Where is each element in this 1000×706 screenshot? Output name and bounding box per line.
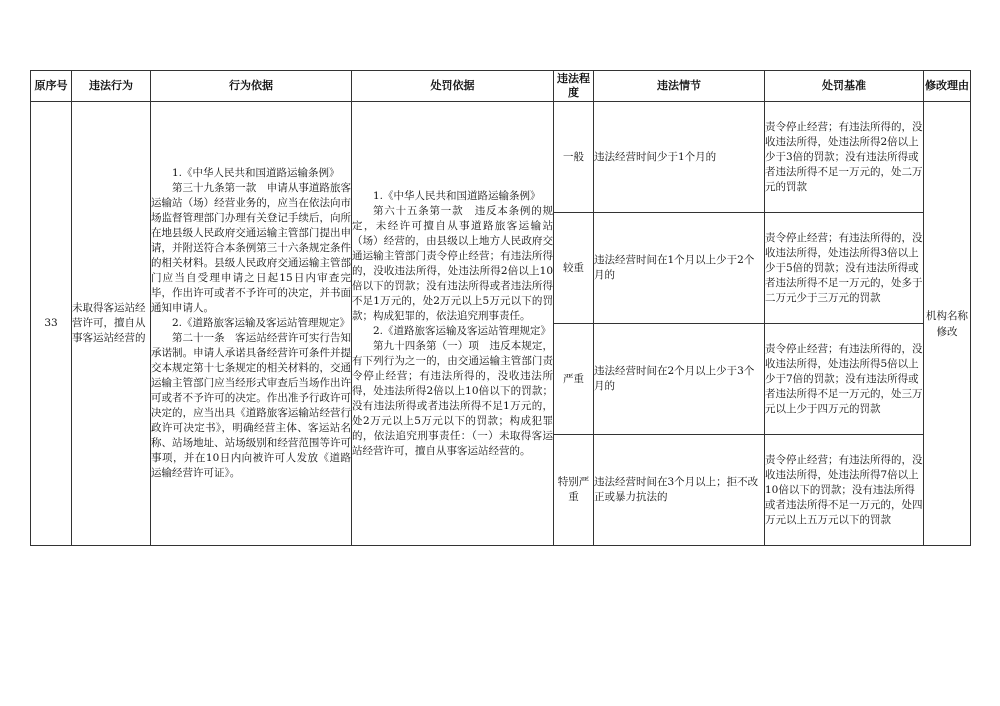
penalty-basis-para: 第六十五条第一款 违反本条例的规定，未经许可擅自从事道路旅客运输站（场）经营的，由县级以上地方人民政府交通运输主管部门责令停止经营；有违法所得的，没收违法所得，处违法所得2倍以上10倍以下的罚款；没有违法所得或者违法所得不足1万元的，处2万元以上5万元以下的罚款；构成犯罪的，依法追究刑事责任。 [352, 204, 553, 322]
header-row [31, 71, 971, 102]
level-degree: 特别严重 [554, 435, 594, 546]
header-circumstance: 违法情节 [594, 71, 765, 102]
level-circumstance: 违法经营时间少于1个月的 [594, 102, 765, 213]
penalty-basis-para: 1.《中华人民共和国道路运输条例》 [373, 189, 541, 202]
level-standard: 责令停止经营；有违法所得的，没收违法所得，处违法所得5倍以上少于7倍的罚款；没有违法所得或者违法所得不足一万元的，处三万元以上少于四万元的罚款 [765, 324, 924, 435]
level-circumstance: 违法经营时间在2个月以上少于3个月的 [594, 324, 765, 435]
header-act: 违法行为 [72, 71, 151, 102]
header-degree: 违法程度 [554, 71, 594, 102]
level-degree: 较重 [554, 213, 594, 324]
level-standard: 责令停止经营；有违法所得的，没收违法所得，处违法所得3倍以上少于5倍的罚款；没有违法所得或者违法所得不足一万元的，处多于二万元少于三万元的罚款 [765, 213, 924, 324]
header-reason: 修改理由 [924, 71, 971, 102]
basis-para: 1.《中华人民共和国道路运输条例》 [172, 167, 340, 179]
penalty-standard-table [30, 70, 971, 546]
level-degree: 一般 [554, 102, 594, 213]
row-reason: 机构名称修改 [924, 102, 971, 546]
header-basis: 行为依据 [151, 71, 352, 102]
table-row [31, 102, 971, 213]
basis-para: 第二十一条 客运站经营许可实行告知承诺制。申请人承诺具备经营许可条件并提交本规定第十七条规定的相关材料的，交通运输主管部门应当经形式审查后当场作出许可或者不予许可的决定。作出准予行政许可决定的，应当出具《道路旅客运输站经营行政许可决定书》，明确经营主体、客运站名称、站场地址、站场级别和经营范围等许可事项，并在10日内向被许可人发放《道路运输经营许可证》。 [151, 332, 351, 479]
header-standard: 处罚基准 [765, 71, 924, 102]
header-num: 原序号 [31, 71, 72, 102]
level-degree: 严重 [554, 324, 594, 435]
row-basis [151, 102, 352, 546]
level-standard: 责令停止经营；有违法所得的，没收违法所得，处违法所得7倍以上10倍以下的罚款；没有违法所得或者违法所得不足一万元的，处四万元以上五万元以下的罚款 [765, 435, 924, 546]
header-penalty-basis: 处罚依据 [352, 71, 554, 102]
basis-para: 2.《道路旅客运输及客运站管理规定》 [172, 317, 351, 329]
penalty-basis-para: 2.《道路旅客运输及客运站管理规定》 [373, 324, 552, 337]
level-circumstance: 违法经营时间在3个月以上；拒不改正或暴力抗法的 [594, 435, 765, 546]
row-num: 33 [31, 102, 72, 546]
level-standard: 责令停止经营；有违法所得的，没收违法所得，处违法所得2倍以上少于3倍的罚款；没有违法所得或者违法所得不足一万元的，处二万元的罚款 [765, 102, 924, 213]
row-act: 未取得客运站经营许可，擅自从事客运站经营的 [72, 102, 151, 546]
penalty-basis-para: 第九十四条第（一）项 违反本规定，有下列行为之一的，由交通运输主管部门责令停止经营；有违法所得的，没收违法所得，处违法所得2倍以上10倍以下的罚款；没有违法所得或者违法所得不足1万元的，处2万元以上5万元以下的罚款；构成犯罪的，依法追究刑事责任：（一）未取得客运站经营许可，擅自从事客运站经营的。 [352, 339, 553, 457]
row-penalty-basis [352, 102, 554, 546]
level-circumstance: 违法经营时间在1个月以上少于2个月的 [594, 213, 765, 324]
basis-para: 第三十九条第一款 申请从事道路旅客运输站（场）经营业务的，应当在依法向市场监督管理部门办理有关登记手续后，向所在地县级人民政府交通运输主管部门提出申请，并附送符合本条例第三十六条规定条件的相关材料。县级人民政府交通运输主管部门应当自受理申请之日起15日内审查完毕，作出许可或者不予许可的决定，并书面通知申请人。 [151, 182, 351, 314]
